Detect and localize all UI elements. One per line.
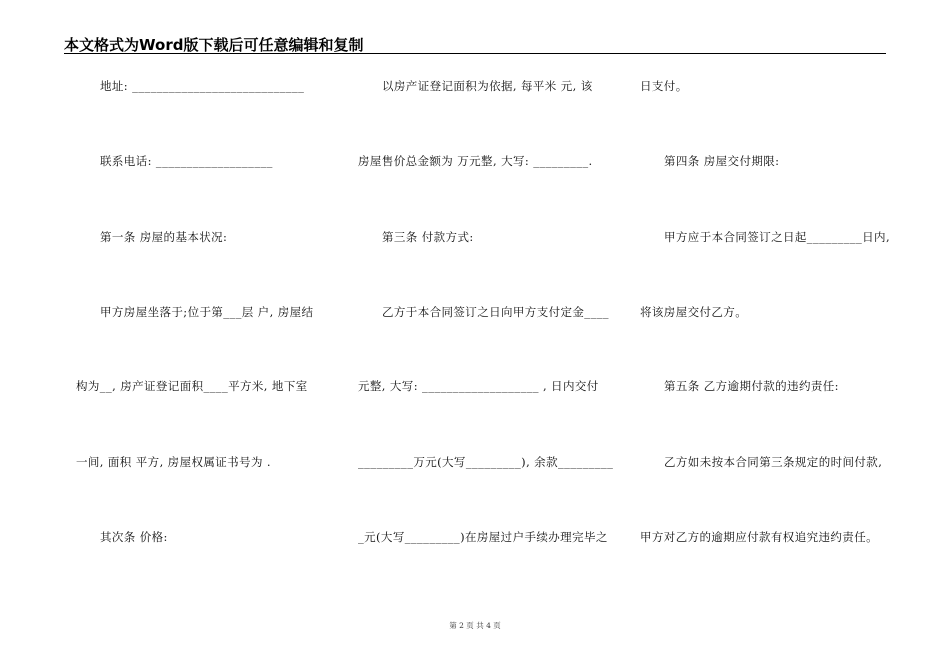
page-header-title: 本文格式为Word版下载后可任意编辑和复制 — [64, 36, 364, 54]
total-price-line: 房屋售价总金额为 万元整, 大写: _________. — [358, 154, 593, 168]
property-area-line: 一间, 面积 平方, 房屋权属证书号为 . — [76, 455, 271, 469]
late-payment-line: 乙方如未按本合同第三条规定的时间付款, — [664, 455, 883, 469]
article-5-heading: 第五条 乙方逾期付款的违约责任: — [664, 379, 839, 393]
address-line: 地址: ____________________________ — [100, 79, 305, 93]
delivery-deadline-line: 甲方应于本合同签订之日起_________日内, — [664, 230, 891, 244]
delivery-line: 将该房屋交付乙方。 — [640, 305, 748, 319]
page-number: 第 2 页 共 4 页 — [449, 621, 501, 630]
deposit-amount-line: 元整, 大写: ___________________ , 日内交付 — [358, 379, 599, 393]
property-structure-line: 构为__, 房产证登记面积____平方米, 地下室 — [76, 379, 308, 393]
article-1-heading: 第一条 房屋的基本状况: — [100, 230, 228, 244]
phone-line: 联系电话: ___________________ — [100, 154, 273, 168]
header-divider — [64, 53, 886, 54]
article-4-heading: 第四条 房屋交付期限: — [664, 154, 780, 168]
deposit-line: 乙方于本合同签订之日向甲方支付定金____ — [382, 305, 609, 319]
price-basis-line: 以房产证登记面积为依据, 每平米 元, 该 — [382, 79, 593, 93]
liability-line: 甲方对乙方的逾期应付款有权追究违约责任。 — [640, 530, 878, 544]
installment-line: _________万元(大写_________), 余款_________ — [358, 455, 614, 469]
article-3-heading: 第三条 付款方式: — [382, 230, 474, 244]
article-2-heading: 其次条 价格: — [100, 530, 168, 544]
property-location-line: 甲方房屋坐落于;位于第___层 户, 房屋结 — [100, 305, 314, 319]
balance-line: _元(大写_________)在房屋过户手续办理完毕之 — [358, 530, 608, 544]
payment-date-line: 日支付。 — [640, 79, 688, 93]
